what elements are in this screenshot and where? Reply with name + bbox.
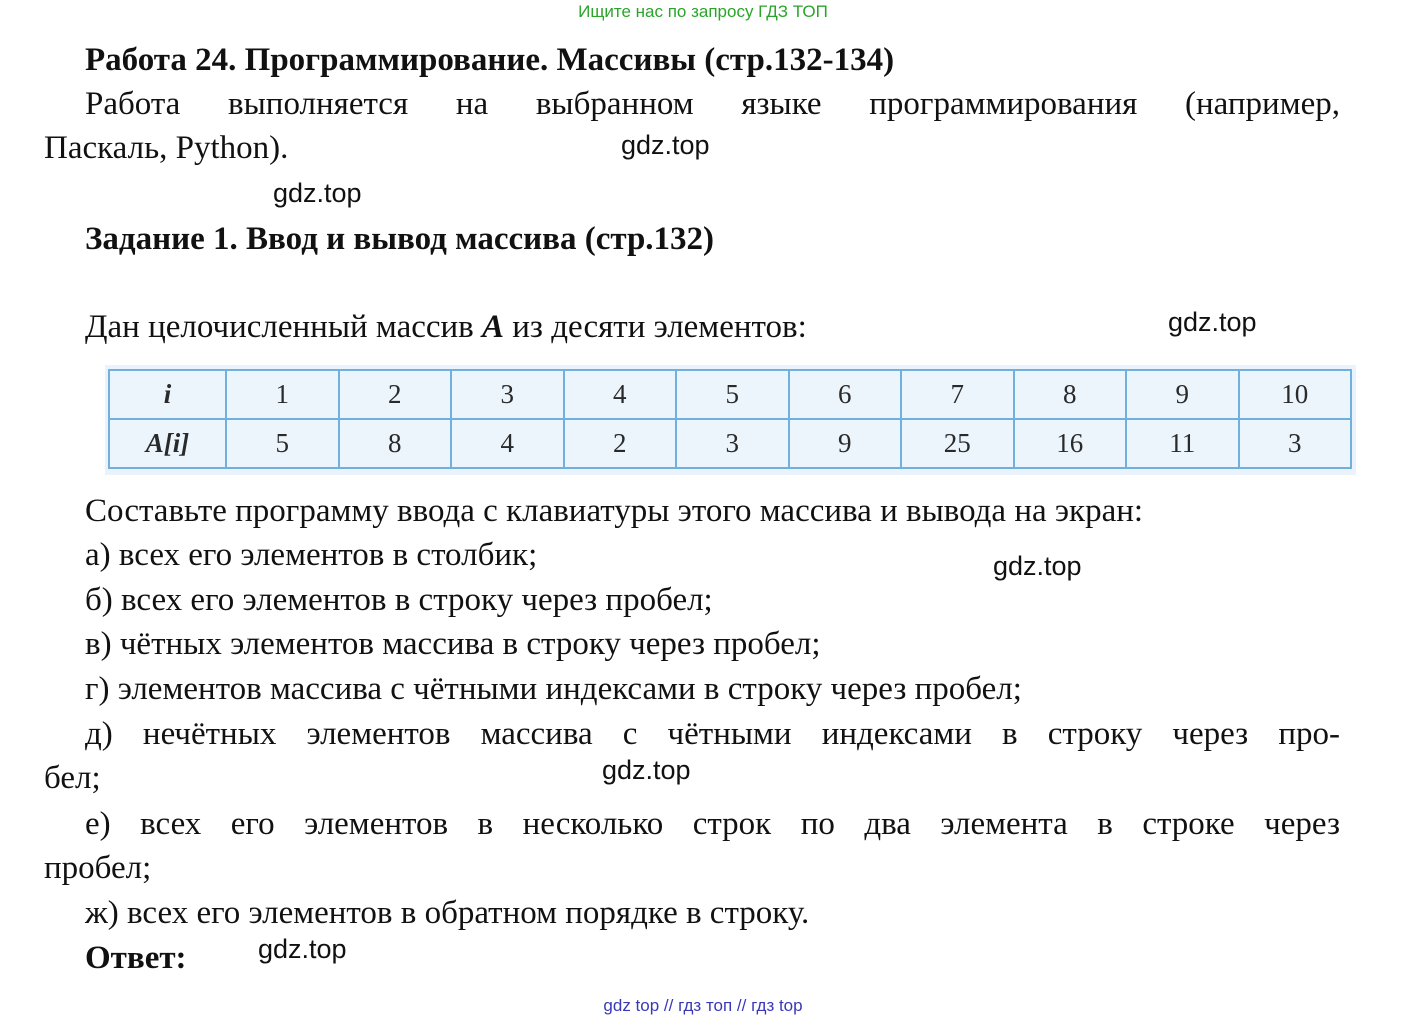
index-cell: 1	[226, 370, 339, 419]
task-title: Задание 1. Ввод и вывод массива (стр.132)	[85, 221, 715, 257]
value-cell: 25	[901, 419, 1014, 468]
index-cell: 7	[901, 370, 1014, 419]
value-cell: 5	[226, 419, 339, 468]
watermark: gdz.top	[258, 934, 347, 964]
array-table-image	[105, 365, 1356, 475]
index-row	[109, 370, 1351, 419]
item-v: в) чётных элементов массива в строку через пробел;	[85, 626, 821, 662]
value-row	[109, 419, 1351, 468]
intro-line-2: Паскаль, Python).	[44, 130, 289, 166]
value-cell: 16	[1014, 419, 1127, 468]
page-title: Работа 24. Программирование. Массивы (стр.132-134)	[85, 42, 895, 78]
item-a: а) всех его элементов в столбик;	[85, 537, 538, 573]
index-cell: 8	[1014, 370, 1127, 419]
top-note: Ищите нас по запросу ГДЗ ТОП	[578, 2, 828, 21]
value-cell: 3	[1239, 419, 1352, 468]
index-cell: 2	[339, 370, 452, 419]
footer-links: gdz top // гдз топ // гдз top	[603, 996, 803, 1015]
item-zh: ж) всех его элементов в обратном порядке в строку.	[85, 895, 810, 931]
item-d-line-1: д) нечётных элементов массива с чётными индексами в строку через про-	[85, 716, 1340, 752]
index-symbol: i	[163, 379, 172, 409]
item-e-line-1: е) всех его элементов в несколько строк по два элемента в строке через	[85, 806, 1340, 842]
value-cell: 4	[451, 419, 564, 468]
given-text	[85, 309, 807, 346]
value-cell: 8	[339, 419, 452, 468]
given-text-after: из десяти элементов:	[504, 309, 807, 345]
item-e-line-2: пробел;	[44, 850, 152, 886]
value-cell: 9	[789, 419, 902, 468]
index-cell: 3	[451, 370, 564, 419]
value-cell: 11	[1126, 419, 1239, 468]
watermark: gdz.top	[993, 551, 1082, 581]
item-d-line-2: бел;	[44, 760, 101, 796]
index-cell: 4	[564, 370, 677, 419]
value-row-header: A[i]	[109, 419, 226, 468]
watermark: gdz.top	[621, 130, 710, 160]
answer-label: Ответ:	[85, 940, 187, 976]
watermark: gdz.top	[1168, 307, 1257, 337]
watermark: gdz.top	[273, 178, 362, 208]
item-g: г) элементов массива с чётными индексами в строку через пробел;	[85, 671, 1022, 707]
given-text-before: Дан целочисленный массив	[85, 309, 482, 345]
item-b: б) всех его элементов в строку через пробел;	[85, 582, 713, 618]
index-cell: 9	[1126, 370, 1239, 419]
compose-text: Составьте программу ввода с клавиатуры этого массива и вывода на экран:	[85, 493, 1144, 529]
value-cell: 2	[564, 419, 677, 468]
value-cell: 3	[676, 419, 789, 468]
index-cell: 5	[676, 370, 789, 419]
watermark: gdz.top	[602, 755, 691, 785]
index-row-header	[109, 370, 226, 419]
index-cell: 10	[1239, 370, 1352, 419]
intro-line-1: Работа выполняется на выбранном языке программирования (например,	[85, 86, 1340, 122]
given-array-name: A	[482, 309, 505, 345]
index-cell: 6	[789, 370, 902, 419]
array-table	[108, 369, 1352, 469]
